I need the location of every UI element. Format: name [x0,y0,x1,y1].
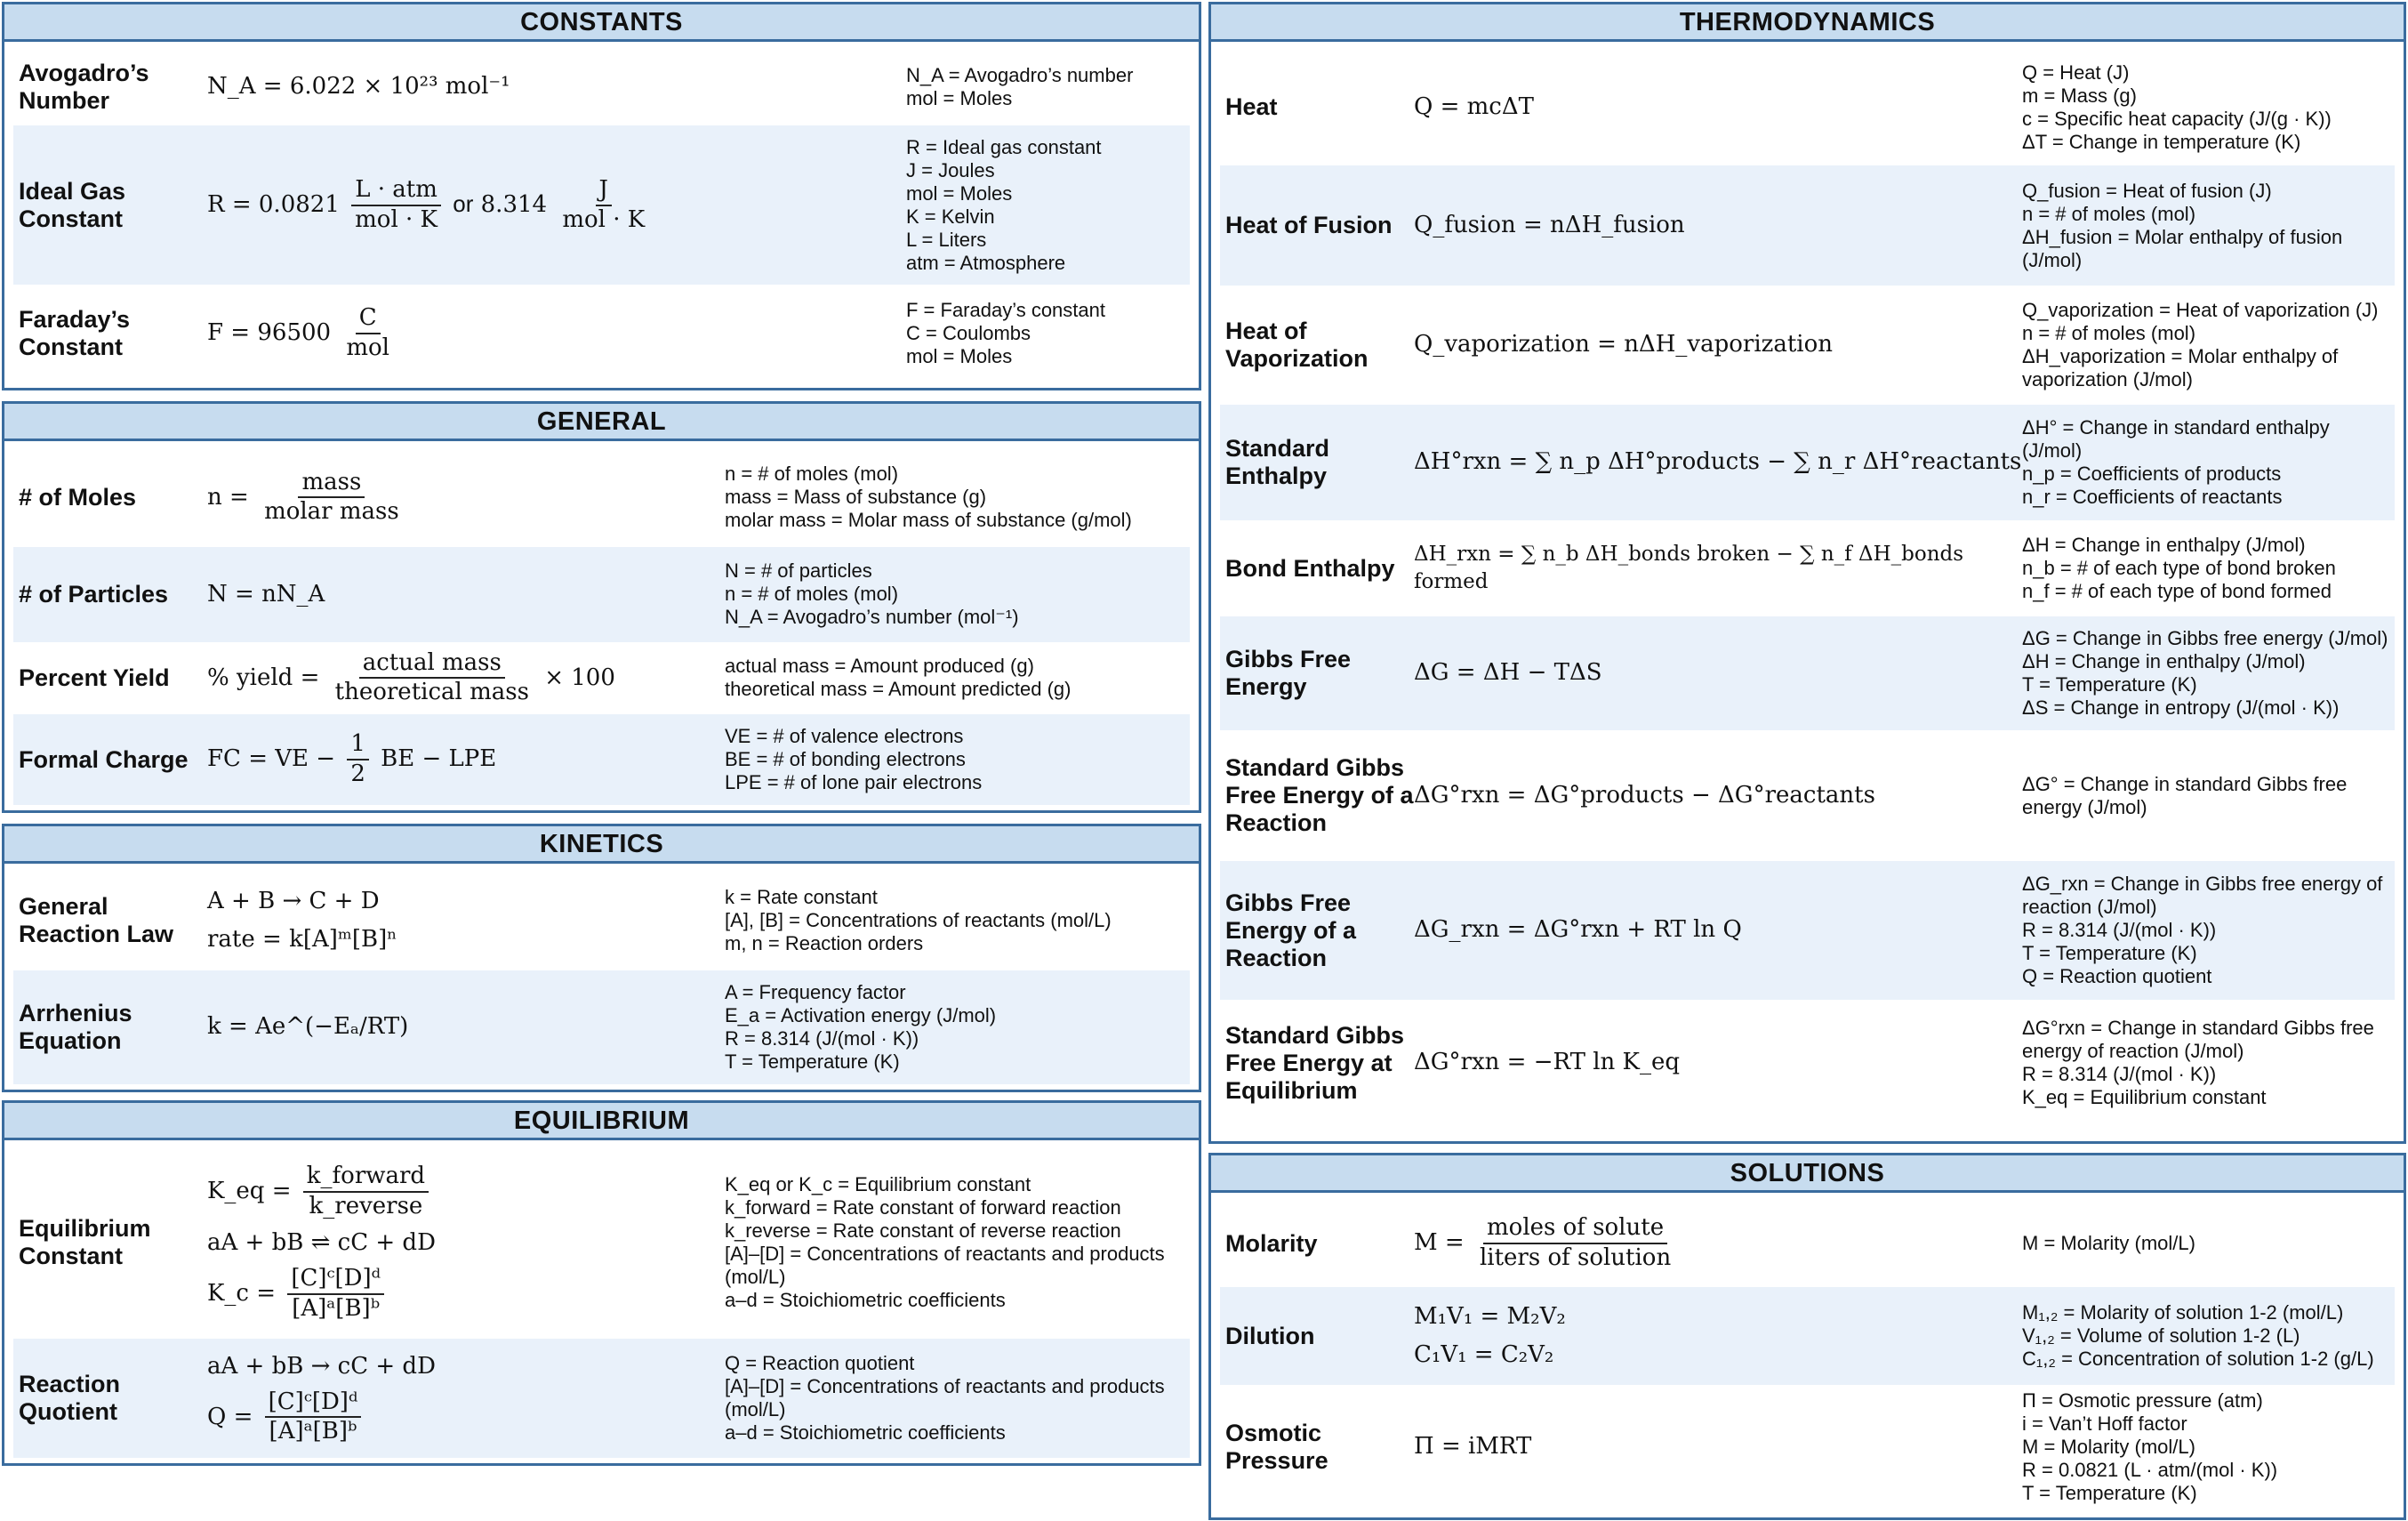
formula [1414,447,2022,478]
formula [207,71,906,102]
legend-line: ΔG_rxn = Change in Gibbs free energy of reaction (J/mol) [2022,873,2383,918]
row-name: Heat of Vaporization [1225,318,1369,372]
formula-text: ΔG°rxn = ΔG°products − ΔG°reactants [1414,781,1875,809]
legend-line: mol = Moles [906,86,1013,109]
legend-line: [A], [B] = Concentrations of reactants (mol/L) [725,909,1112,931]
equilibrium-row-quotient [13,1339,1190,1458]
legend [725,886,1190,955]
formula-pre: K_eq = [207,1178,292,1204]
legend [725,981,1190,1074]
legend [2022,180,2395,272]
legend-line: ΔT = Change in temperature (K) [2022,130,2301,153]
legend-line: k = Rate constant [725,886,878,908]
legend [725,655,1190,701]
formula-line: M₁V₁ = M₂V₂ [1414,1302,1566,1330]
formula-pre: FC = VE − [207,745,336,772]
fraction-num: [C]ᶜ[D]ᵈ [265,1389,362,1419]
legend-line: m = Mass (g) [2022,84,2137,107]
legend [906,136,1190,275]
legend [725,559,1190,629]
legend-line: theoretical mass = Amount predicted (g) [725,678,1072,701]
fraction-den: liters of solution [1479,1244,1672,1271]
legend-line: ΔG°rxn = Change in standard Gibbs free energy of reaction (J/mol) [2022,1017,2374,1062]
formula-or: or [453,189,474,217]
formula-text: k = Ae^(−Eₐ/RT) [207,1013,409,1041]
formula [207,1351,725,1446]
general-row-formal-charge [13,714,1190,805]
legend-line: ΔS = Change in entropy (J/(mol · K)) [2022,696,2340,719]
formula-pre: Q = [207,1403,253,1430]
equilibrium-panel [2,1100,1201,1466]
legend-line: actual mass = Amount produced (g) [725,655,1034,678]
thermodynamics-title: THERMODYNAMICS [1211,4,2404,42]
legend-line: a–d = Stoichiometric coefficients [725,1289,1006,1312]
legend [2022,773,2395,819]
row-name: Standard Enthalpy [1225,435,1330,489]
solutions-row-dilution [1220,1287,2395,1385]
formula-line: C₁V₁ = C₂V₂ [1414,1341,1554,1368]
row-name: Dilution [1225,1322,1315,1349]
legend-line: Q = Reaction quotient [725,1351,915,1374]
constants-panel [2,2,1201,390]
legend-line: M₁,₂ = Molarity of solution 1-2 (mol/L) [2022,1301,2344,1324]
legend-line: J = Joules [906,158,995,181]
row-name: Percent Yield [19,664,170,691]
row-name: Heat [1225,93,1278,120]
row-name: Gibbs Free Energy of a Reaction [1225,889,1357,971]
row-name: Gibbs Free Energy [1225,646,1352,700]
legend [2022,1017,2395,1109]
legend-line: n = # of moles (mol) [2022,322,2196,344]
legend-line: R = Ideal gas constant [906,135,1102,158]
general-row-percent-yield [13,642,1190,714]
legend [906,64,1190,110]
formula-text: ΔH°rxn = ∑ n_p ΔH°products − ∑ n_r ΔH°reactants [1414,448,2022,476]
thermo-row-bond-enthalpy [1220,520,2395,616]
legend-line: N_A = Avogadro’s number [906,63,1134,86]
legend-line: n = # of moles (mol) [725,463,899,486]
fraction [351,177,441,234]
row-name: # of Particles [19,580,169,608]
fraction-den: [A]ᵃ[B]ᵇ [292,1294,381,1322]
formula [1414,1047,2022,1078]
formula-pre: K_c = [207,1279,277,1307]
fraction-den: k_reverse [309,1193,423,1219]
kinetics-row-arrhenius [13,970,1190,1084]
legend-line: ΔG = Change in Gibbs free energy (J/mol) [2022,627,2388,649]
fraction-num: actual mass [359,650,505,680]
row-name: Avogadro’s Number [19,59,149,114]
fraction-den: [A]ᵃ[B]ᵇ [269,1418,357,1445]
formula [207,886,725,955]
row-name: Ideal Gas Constant [19,177,126,232]
formula-line: aA + bB ⇌ cC + dD [207,1228,436,1256]
formula [207,305,906,362]
legend [725,463,1190,532]
constant-row-faraday [13,285,1190,382]
fraction-den: mol [346,334,389,362]
general-panel [2,401,1201,813]
formula-text: ΔG_rxn = ΔG°rxn + RT ln Q [1414,916,1742,944]
formula-mid: 8.314 [480,190,548,218]
formula [1414,92,2022,123]
formula-text: N = nN_A [207,580,325,608]
legend-line: [A]–[D] = Concentrations of reactants and products (mol/L) [725,1243,1165,1289]
row-name: Equilibrium Constant [19,1215,151,1270]
formula-post: × 100 [544,664,615,691]
fraction-num: L · atm [351,177,441,206]
legend-line: atm = Atmosphere [906,251,1066,274]
fraction [287,1266,384,1323]
constants-title: CONSTANTS [4,4,1199,42]
thermo-row-heat [1220,49,2395,165]
legend [2022,61,2395,154]
equilibrium-title: EQUILIBRIUM [4,1103,1199,1140]
legend-line: N_A = Avogadro’s number (mol⁻¹) [725,606,1019,629]
legend-line: R = 8.314 (J/(mol · K)) [725,1027,919,1050]
row-name: Formal Charge [19,745,189,773]
row-name: Standard Gibbs Free Energy at Equilibrium [1225,1021,1405,1104]
formula-text: ΔG = ΔH − TΔS [1414,659,1602,687]
legend [2022,1301,2395,1371]
constant-row-avogadro [13,49,1190,125]
kinetics-row-rate-law [13,871,1190,970]
solutions-panel [1208,1153,2406,1520]
formula-text: N_A = 6.022 × 10²³ mol⁻¹ [207,73,510,101]
formula [207,579,725,610]
formula [1414,1431,2022,1462]
formula-text: ΔG°rxn = −RT ln K_eq [1414,1049,1680,1076]
fraction-num: [C]ᶜ[D]ᵈ [287,1266,384,1295]
legend-line: n_r = Coefficients of reactants [2022,486,2283,508]
legend-line: [A]–[D] = Concentrations of reactants and products (mol/L) [725,1374,1165,1420]
fraction-den: mol · K [562,205,646,233]
legend-line: K = Kelvin [906,205,995,228]
legend-line: V₁,₂ = Volume of solution 1-2 (L) [2022,1324,2300,1347]
fraction-den: 2 [350,760,365,787]
legend-line: a–d = Stoichiometric coefficients [725,1420,1006,1444]
formula-pre: M = [1414,1229,1465,1256]
kinetics-panel [2,824,1201,1092]
fraction [265,1389,362,1446]
legend [725,1173,1190,1312]
legend-line: mass = Mass of substance (g) [725,486,987,509]
legend-line: A = Frequency factor [725,981,906,1003]
legend-line: L = Liters [906,228,987,251]
legend-line: c = Specific heat capacity (J/(g · K)) [2022,107,2332,130]
legend-line: F = Faraday’s constant [906,299,1105,322]
legend-line: Q = Reaction quotient [2022,965,2212,987]
legend [2022,1232,2395,1255]
formula-pre: R = 0.0821 [207,190,340,218]
formula-line [207,1266,725,1323]
legend-line: n_f = # of each type of bond formed [2022,580,2332,602]
fraction-den: molar mass [264,498,399,526]
formula-pre: n = [207,483,249,511]
fraction-num: 1 [347,731,369,760]
legend-line: N = # of particles [725,559,872,583]
constant-row-ideal-gas [13,125,1190,286]
row-name: Molarity [1225,1229,1318,1257]
row-name: Bond Enthalpy [1225,554,1395,582]
formula-pre: % yield = [207,664,320,691]
formula [207,177,906,234]
formula-line [207,1163,725,1220]
legend-line: mol = Moles [906,181,1013,205]
solutions-row-molarity [1220,1200,2395,1287]
thermo-row-gibbs-reaction [1220,861,2395,1000]
legend [2022,627,2395,720]
formula-line: A + B → C + D [207,887,380,914]
formula [207,650,725,707]
legend-line: R = 8.314 (J/(mol · K)) [2022,1063,2217,1085]
legend-line: ΔH° = Change in standard enthalpy (J/mol) [2022,416,2330,462]
legend-line: C₁,₂ = Concentration of solution 1-2 (g/L) [2022,1348,2374,1370]
formula-line [207,1389,725,1446]
row-name: General Reaction Law [19,893,174,947]
formula [207,731,725,788]
legend [2022,534,2395,603]
row-name: Reaction Quotient [19,1370,121,1425]
legend-line: T = Temperature (K) [725,1050,900,1073]
legend-line: T = Temperature (K) [2022,673,2197,696]
legend-line: i = Van’t Hoff factor [2022,1412,2187,1435]
general-row-moles [13,448,1190,547]
legend [906,299,1190,368]
formula-text: ΔH_rxn = ∑ n_b ΔH_bonds broken − ∑ n_f ΔH_bonds formed [1414,542,1964,593]
legend-line: VE = # of valence electrons [725,725,964,747]
legend-line: ΔG° = Change in standard Gibbs free energy (J/mol) [2022,772,2348,818]
thermo-row-vaporization [1220,286,2395,405]
row-name: Standard Gibbs Free Energy of a Reaction [1225,754,1414,836]
row-name: Osmotic Pressure [1225,1420,1328,1474]
legend-line: Q_vaporization = Heat of vaporization (J) [2022,299,2379,321]
formula [1414,1301,2022,1371]
thermo-row-standard-enthalpy [1220,405,2395,520]
legend [2022,299,2395,391]
legend-line: K_eq or K_c = Equilibrium constant [725,1173,1031,1196]
equilibrium-row-constant [13,1147,1190,1339]
legend-line: Q = Heat (J) [2022,60,2130,84]
legend-line: K_eq = Equilibrium constant [2022,1086,2267,1108]
formula-post: BE − LPE [381,745,497,772]
fraction-num: mass [298,470,365,499]
fraction-num: J [596,177,612,206]
fraction [332,650,533,707]
legend-line: mol = Moles [906,345,1013,368]
formula [207,1011,725,1042]
formula-line: rate = k[A]ᵐ[B]ⁿ [207,926,397,953]
formula [1414,657,2022,688]
legend-line: ΔH = Change in enthalpy (J/mol) [2022,650,2306,672]
legend-line: n = # of moles (mol) [725,583,899,606]
legend-line: k_forward = Rate constant of forward reaction [725,1196,1121,1219]
fraction [342,305,393,362]
legend-line: T = Temperature (K) [2022,942,2197,964]
formula-text: Q_vaporization = nΔH_vaporization [1414,331,1834,358]
legend-line: R = 8.314 (J/(mol · K)) [2022,919,2217,941]
fraction [558,177,648,234]
fraction-den: mol · K [355,205,437,233]
thermo-row-standard-gibbs-equilibrium [1220,1000,2395,1126]
legend [725,1352,1190,1445]
legend [725,725,1190,794]
fraction-num: k_forward [303,1163,429,1193]
legend-line: R = 0.0821 (L · atm/(mol · K)) [2022,1459,2278,1481]
legend [2022,416,2395,509]
legend-line: n_b = # of each type of bond broken [2022,557,2336,579]
legend-line: T = Temperature (K) [2022,1482,2197,1504]
fraction [261,470,403,527]
legend-line: C = Coulombs [906,322,1031,345]
legend-line: k_reverse = Rate constant of reverse reaction [725,1219,1121,1243]
legend-line: M = Molarity (mol/L) [2022,1232,2195,1254]
fraction [1476,1215,1674,1272]
formula [207,470,725,527]
formula-pre: F = 96500 [207,319,332,347]
formula [1414,1215,2022,1272]
thermodynamics-panel [1208,2,2406,1144]
formula [207,1163,725,1323]
fraction-num: moles of solute [1483,1215,1667,1244]
fraction [303,1163,429,1220]
fraction-num: C [356,305,381,334]
legend-line: E_a = Activation energy (J/mol) [725,1004,997,1026]
formula-line: aA + bB → cC + dD [207,1352,436,1380]
legend-line: molar mass = Molar mass of substance (g/mol) [725,509,1132,532]
legend-line: ΔH_vaporization = Molar enthalpy of vaporization (J/mol) [2022,345,2339,390]
legend [2022,1389,2395,1505]
legend-line: BE = # of bonding electrons [725,748,966,770]
legend-line: ΔH_fusion = Molar enthalpy of fusion (J/mol) [2022,225,2343,271]
solutions-title: SOLUTIONS [1211,1155,2404,1193]
row-name: # of Moles [19,483,137,511]
thermo-row-gibbs [1220,616,2395,730]
legend-line: Π = Osmotic pressure (atm) [2022,1389,2263,1412]
general-title: GENERAL [4,404,1199,441]
formula [1414,329,2022,360]
solutions-row-osmotic [1220,1385,2395,1509]
legend-line: ΔH = Change in enthalpy (J/mol) [2022,534,2306,556]
formula [1414,780,2022,811]
thermo-row-standard-gibbs-reaction [1220,730,2395,861]
general-row-particles [13,547,1190,642]
formula [1414,914,2022,946]
legend-line: n = # of moles (mol) [2022,202,2196,225]
legend-line: m, n = Reaction orders [725,932,924,954]
thermo-row-fusion [1220,165,2395,286]
formula-text: Q_fusion = nΔH_fusion [1414,211,1685,238]
formula-text: Π = iMRT [1414,1433,1532,1461]
formula [1414,210,2022,241]
legend-line: Q_fusion = Heat of fusion (J) [2022,179,2272,202]
row-name: Arrhenius Equation [19,1000,132,1054]
legend-line: M = Molarity (mol/L) [2022,1436,2195,1458]
row-name: Faraday’s Constant [19,306,131,361]
legend-line: n_p = Coefficients of products [2022,463,2282,485]
row-name: Heat of Fusion [1225,212,1393,238]
formula [1414,541,2022,596]
fraction [347,731,369,788]
legend [2022,873,2395,988]
kinetics-title: KINETICS [4,826,1199,864]
legend-line: LPE = # of lone pair electrons [725,771,983,793]
fraction-den: theoretical mass [334,679,529,706]
formula-text: Q = mcΔT [1414,93,1534,120]
